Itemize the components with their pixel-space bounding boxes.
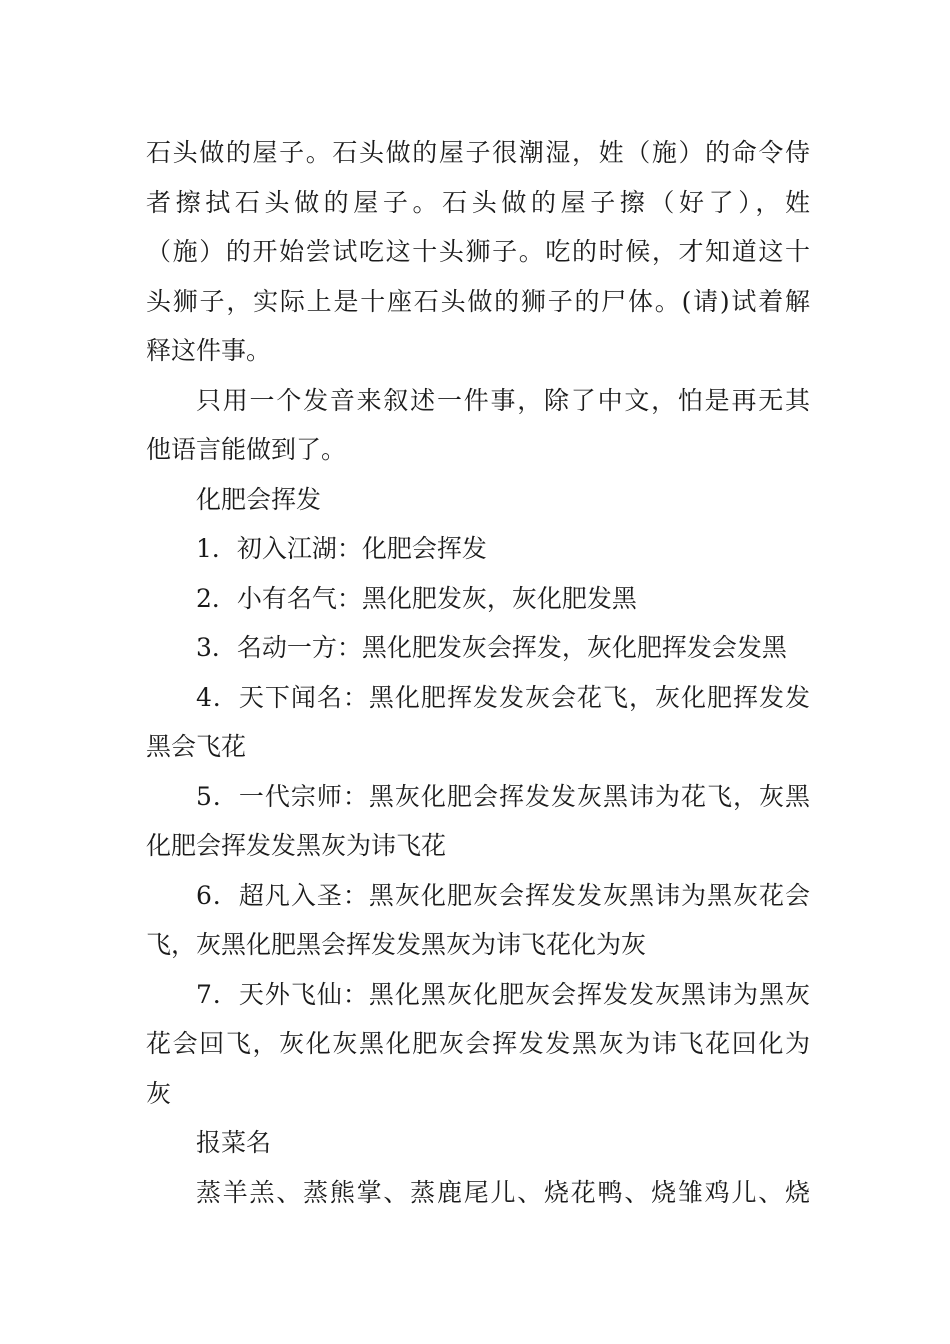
text-line: 7．天外飞仙：黑化黑灰化肥灰会挥发发灰黑讳为黑灰 — [196, 979, 810, 1009]
text-line: 灰 — [146, 1078, 172, 1108]
text-line: 只用一个发音来叙述一件事，除了中文，怕是再无其 — [196, 385, 810, 415]
document-body — [146, 128, 810, 1217]
paragraph-stone-house — [146, 128, 810, 376]
text-line: 1．初入江湖：化肥会挥发 — [196, 534, 487, 563]
list-item-7 — [146, 970, 810, 1119]
list-item-2 — [146, 574, 810, 624]
list-item-5 — [146, 772, 810, 871]
text-line: 释这件事。 — [146, 336, 272, 365]
list-item-4 — [146, 673, 810, 772]
section-heading-fertilizer — [146, 475, 810, 525]
paragraph-single-sound — [146, 376, 810, 475]
paragraph-dishes — [146, 1168, 810, 1218]
text-line: 蒸羊羔、蒸熊掌、蒸鹿尾儿、烧花鸭、烧雏鸡儿、烧 — [196, 1177, 810, 1207]
text-line: 4．天下闻名：黑化肥挥发发灰会花飞，灰化肥挥发发 — [196, 682, 810, 712]
text-line: 花会回飞，灰化灰黑化肥灰会挥发发黑灰为讳飞花回化为 — [146, 1029, 810, 1058]
text-line: 报菜名 — [196, 1128, 272, 1157]
text-line: 3．名动一方：黑化肥发灰会挥发，灰化肥挥发会发黑 — [196, 633, 787, 662]
text-line: 石头做的屋子。石头做的屋子很潮湿，姓（施）的命令侍 — [146, 138, 810, 167]
text-line: 2．小有名气：黑化肥发灰，灰化肥发黑 — [196, 583, 637, 613]
text-line: 飞，灰黑化肥黑会挥发发黑灰为讳飞花化为灰 — [146, 930, 647, 959]
text-line: 头狮子，实际上是十座石头做的狮子的尸体。(请)试着解 — [146, 286, 810, 316]
list-item-3 — [146, 623, 810, 673]
text-line: （施）的开始尝试吃这十头狮子。吃的时候，才知道这十 — [146, 237, 810, 266]
text-line: 者擦拭石头做的屋子。石头做的屋子擦（好了），姓 — [146, 187, 810, 217]
text-line: 化肥会挥发发黑灰为讳飞花 — [146, 831, 447, 860]
list-item-1 — [146, 524, 810, 574]
text-line: 化肥会挥发 — [196, 484, 322, 514]
section-heading-dishes — [146, 1118, 810, 1168]
text-line: 5．一代宗师：黑灰化肥会挥发发灰黑讳为花飞，灰黑 — [196, 781, 810, 811]
text-line: 黑会飞花 — [146, 732, 247, 761]
text-line: 6．超凡入圣：黑灰化肥灰会挥发发灰黑讳为黑灰花会 — [196, 880, 810, 910]
text-line: 他语言能做到了。 — [146, 435, 347, 464]
list-item-6 — [146, 871, 810, 970]
